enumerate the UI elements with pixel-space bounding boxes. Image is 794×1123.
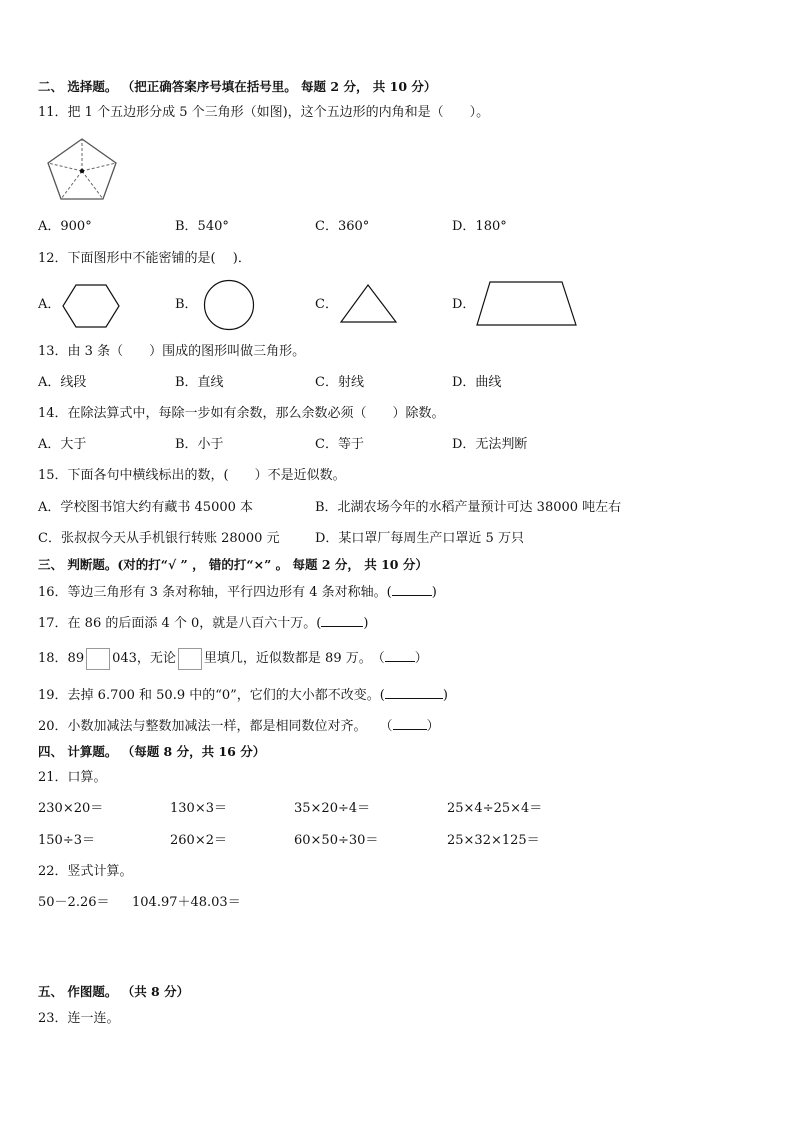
q14-option-b: B．小于 (175, 437, 224, 452)
q17-answer-blank[interactable] (321, 614, 363, 627)
q12-option-d: D． (452, 297, 476, 312)
q21-expr: 130×3＝ (170, 801, 227, 816)
q18-part2: 043，无论 (112, 651, 176, 666)
q21-expr: 60×50÷30＝ (294, 833, 379, 848)
q15-stem: 15．下面各句中横线标出的数，( ）不是近似数。 (38, 468, 346, 483)
pentagon-figure (46, 137, 118, 201)
q17-text: 17．在 86 的后面添 4 个 0，就是八百六十万。( (38, 616, 322, 631)
q16-text: 16．等边三角形有 3 条对称轴，平行四边形有 4 条对称轴。( (38, 585, 392, 600)
q18-digit-box-2[interactable] (178, 648, 202, 670)
q14-option-a: A．大于 (38, 437, 87, 452)
q22-expr-1: 50－2.26＝ (38, 895, 110, 910)
q22-expr-2: 104.97＋48.03＝ (132, 895, 241, 910)
q12-option-c: C． (315, 297, 338, 312)
triangle-shape (340, 284, 398, 324)
q18-close: ） (414, 651, 428, 666)
q16-close: ) (431, 585, 437, 600)
q14-option-d: D．无法判断 (452, 437, 528, 452)
q11-option-d: D．180° (452, 219, 507, 234)
hexagon-shape (62, 284, 120, 328)
q13-option-d: D．曲线 (452, 375, 502, 390)
q19-answer-blank[interactable] (385, 686, 443, 699)
q23-stem: 23．连一连。 (38, 1011, 120, 1026)
q15-option-d: D．某口罩厂每周生产口罩近 5 万只 (315, 531, 524, 546)
q11-option-b: B．540° (175, 219, 229, 234)
section-4-title: 四、 计算题。 （每题 8 分，共 16 分） (38, 744, 266, 759)
q18-part3: 里填几，近似数都是 89 万。 （ (203, 651, 385, 666)
q21-expr: 25×4÷25×4＝ (447, 801, 543, 816)
q12-option-b: B． (175, 297, 198, 312)
q13-option-c: C．射线 (315, 375, 364, 390)
q11-stem: 11．把 1 个五边形分成 5 个三角形（如图)，这个五边形的内角和是（ ）。 (38, 105, 490, 120)
q15-option-a: A．学校图书馆大约有藏书 45000 本 (38, 500, 254, 515)
q19-close: ) (442, 688, 448, 703)
q18-row (38, 646, 428, 672)
q12-option-a: A． (38, 297, 61, 312)
q21-expr: 25×32×125＝ (447, 833, 540, 848)
q22-stem: 22．竖式计算。 (38, 864, 133, 879)
q21-expr: 35×20÷4＝ (294, 801, 371, 816)
q18-digit-box[interactable] (86, 648, 110, 670)
q19-row (38, 686, 448, 705)
q13-option-a: A．线段 (38, 375, 87, 390)
q14-option-c: C．等于 (315, 437, 364, 452)
q20-row (38, 717, 440, 736)
q16-row (38, 583, 437, 602)
q14-stem: 14．在除法算式中，每除一步如有余数，那么余数必须（ ）除数。 (38, 406, 445, 421)
q21-stem: 21．口算。 (38, 770, 107, 785)
q17-row (38, 614, 368, 633)
q11-option-c: C．360° (315, 219, 370, 234)
q11-option-a: A．900° (38, 219, 92, 234)
q18-answer-blank[interactable] (385, 649, 415, 662)
section-5-title: 五、 作图题。 （共 8 分） (38, 984, 190, 999)
q13-stem: 13．由 3 条（ ）围成的图形叫做三角形。 (38, 344, 306, 359)
q20-close: ） (426, 719, 440, 734)
q13-option-b: B．直线 (175, 375, 224, 390)
q20-text: 20．小数加减法与整数加减法一样，都是相同数位对齐。 （ (38, 719, 393, 734)
q21-expr: 150÷3＝ (38, 833, 95, 848)
q18-part1: 18．89 (38, 651, 85, 666)
section-2-title: 二、 选择题。 （把正确答案序号填在括号里。 每题 2 分， 共 10 分） (38, 79, 437, 94)
trapezoid-shape (476, 281, 580, 327)
q19-text: 19．去掉 6.700 和 50.9 中的“0”，它们的大小都不改变。( (38, 688, 385, 703)
q17-close: ) (363, 616, 369, 631)
circle-shape (203, 279, 255, 331)
section-3-title: 三、 判断题。(对的打“√ ” ， 错的打“×” 。 每题 2 分， 共 10 分） (38, 557, 428, 572)
q21-expr: 260×2＝ (170, 833, 227, 848)
q21-expr: 230×20＝ (38, 801, 104, 816)
q15-option-c: C．张叔叔今天从手机银行转账 28000 元 (38, 531, 280, 546)
q16-answer-blank[interactable] (392, 583, 432, 596)
q12-stem: 12．下面图形中不能密铺的是( )． (38, 251, 251, 266)
q15-option-b: B．北湖农场今年的水稻产量预计可达 38000 吨左右 (315, 500, 622, 515)
q20-answer-blank[interactable] (393, 717, 427, 730)
